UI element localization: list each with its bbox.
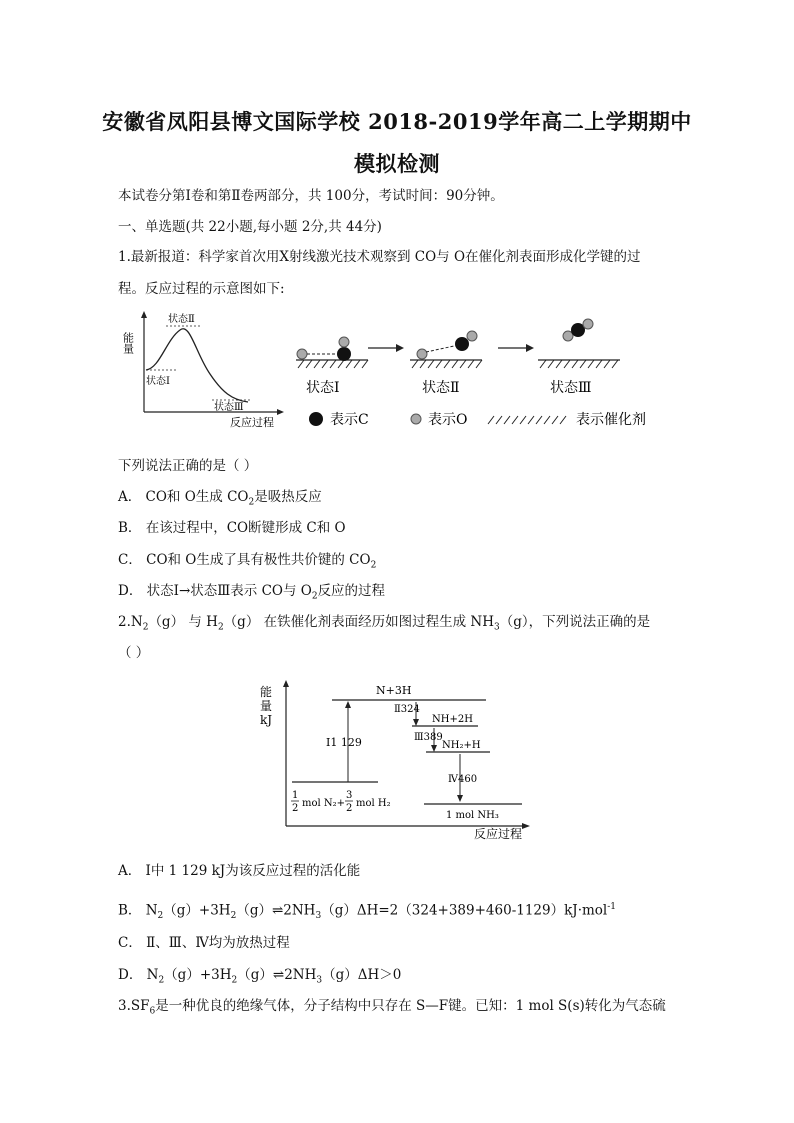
q1-c-atom-2 xyxy=(455,337,469,351)
q2-y-label-2: 量 xyxy=(260,699,273,713)
q2-stem-line1: $2.N_2(g)$ 与 $H_2(g)$ 在铁催化剂表面经历如图过程生成 $NH_3(g)$，下列说法正确的是 xyxy=(118,614,651,633)
q1-arrow1-head xyxy=(396,344,404,352)
q2-step1-head xyxy=(345,701,351,708)
q2-x-label: 反应过程 xyxy=(474,827,523,841)
q1-profile-state3: 状态Ⅲ xyxy=(214,402,244,413)
q1-o-atom-2 xyxy=(417,349,427,359)
q2-step4-head xyxy=(457,795,463,802)
q1-option-d: D． 状态Ⅰ→状态Ⅲ表示 CO与 $O_2$反应的过程 xyxy=(118,583,386,602)
q2-y-label-1: 能 xyxy=(260,685,273,699)
q3-stem-line1: $3.SF_6$是一种优良的绝缘气体，分子结构中只存在 S—F键。已知：1 mol S(s)转化为气态硫 xyxy=(118,998,666,1017)
q1-o-atom-1b xyxy=(339,337,349,347)
q1-energy-curve xyxy=(146,329,248,402)
q1-option-a: A． CO和 O生成 $CO_2$是吸热反应 xyxy=(118,489,322,508)
q2-y-arrow xyxy=(283,680,289,687)
q1-profile-state2: 状态Ⅱ xyxy=(168,314,195,325)
q1-figure xyxy=(120,308,680,438)
q2-x-arrow xyxy=(522,823,530,829)
q2-level2-label: NH+2H xyxy=(432,714,473,725)
q2-y-label-3: kJ xyxy=(260,713,273,727)
q1-stem-line2: 程。反应过程的示意图如下: xyxy=(118,281,285,297)
q2-step2-label: Ⅱ324 xyxy=(394,704,420,715)
q2-step3-head xyxy=(431,745,437,752)
q1-x-label: 反应过程 xyxy=(230,416,274,429)
q1-legend-c: 表示C xyxy=(330,412,369,428)
q2-step4-label: Ⅳ460 xyxy=(448,774,478,785)
q1-y-label: 能量 xyxy=(121,332,135,354)
q1-dash-bond-2 xyxy=(426,346,454,352)
q1-x-arrow xyxy=(277,409,284,415)
q1-y-arrow xyxy=(141,311,147,318)
q2-option-b: B． $N_2(g)+3H_2(g)\rightleftharpoons 2NH_3(g)\Delta H=2(324+389+460-1129)kJ\cdot mol^{-1}$ xyxy=(118,902,617,922)
q1-o-atom-3b xyxy=(583,319,593,329)
q2-frac1-num: 1 xyxy=(292,790,299,801)
section-heading: 一、单选题(共 22小题,每小题 2分,共 44分) xyxy=(118,219,382,235)
q2-frac2-num: 3 xyxy=(346,790,353,801)
q1-surface3-hatch xyxy=(540,360,618,368)
doc-title-line1: 安徽省凤阳县博文国际学校 2018-2019学年高二上学期期中 xyxy=(102,109,692,134)
q1-arrow2-head xyxy=(526,344,534,352)
q1-legend-o-marker xyxy=(411,414,421,424)
q2-frac1-den: 2 xyxy=(292,803,299,814)
q2-stem-line2: （ ） xyxy=(118,645,150,661)
q1-surface2-hatch xyxy=(412,360,482,368)
q2-product-label: 1 mol NH₃ xyxy=(446,810,499,821)
q2-step1-label: Ⅰ1 129 xyxy=(326,736,362,749)
q2-level-top-label: N+3H xyxy=(376,684,412,697)
q1-prompt: 下列说法正确的是（ ） xyxy=(118,458,258,474)
q1-legend-cat: 表示催化剂 xyxy=(576,412,646,428)
q1-legend-o: 表示O xyxy=(428,412,468,428)
q2-frac2-den: 2 xyxy=(346,803,353,814)
q1-state3-label: 状态Ⅲ xyxy=(550,380,592,396)
q2-level3-label: NH₂+H xyxy=(442,740,481,751)
q1-o-atom-1 xyxy=(297,349,307,359)
q1-state2-label: 状态Ⅱ xyxy=(422,380,460,396)
q1-stem-line1: 1.最新报道：科学家首次用X射线激光技术观察到 CO与 O在催化剂表面形成化学键的过 xyxy=(118,249,641,265)
q1-option-c: C． CO和 O生成了具有极性共价键的 $CO_2$ xyxy=(118,552,377,571)
q1-profile-state1: 状态Ⅰ xyxy=(146,376,170,387)
q1-option-b: B． 在该过程中，CO断键形成 C和 O xyxy=(118,520,346,536)
q2-figure xyxy=(256,678,546,844)
q1-state1-label: 状态Ⅰ xyxy=(306,380,340,396)
q2-option-c: C． Ⅱ、Ⅲ、Ⅳ均为放热过程 xyxy=(118,935,290,951)
q2-step3-label: Ⅲ389 xyxy=(414,732,443,743)
q1-legend-c-marker xyxy=(309,412,323,426)
q1-c-atom-1 xyxy=(337,347,351,361)
q2-option-d: D． $N_2(g)+3H_2(g)\rightleftharpoons 2NH_3(g)\Delta H>0$ xyxy=(118,967,402,986)
q1-legend-cat-marker xyxy=(488,416,566,424)
q1-surface1-hatch xyxy=(298,360,368,368)
doc-title-line2: 模拟检测 xyxy=(354,151,440,176)
q2-step2-head xyxy=(413,719,419,726)
q2-option-a: A． Ⅰ中 1 129 kJ为该反应过程的活化能 xyxy=(118,863,361,879)
q2-reactant-b: mol H₂ xyxy=(356,798,391,809)
q1-o-atom-2b xyxy=(467,331,477,341)
q2-reactant-a: mol N₂+ xyxy=(302,798,346,809)
doc-intro: 本试卷分第Ⅰ卷和第Ⅱ卷两部分，共 100分，考试时间：90分钟。 xyxy=(118,188,504,204)
